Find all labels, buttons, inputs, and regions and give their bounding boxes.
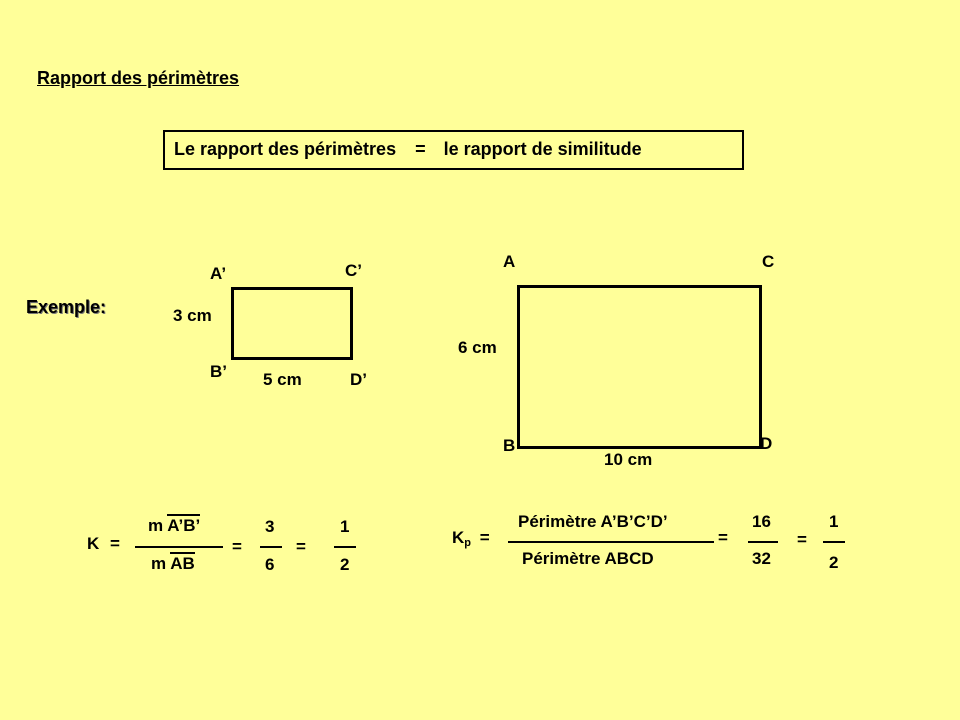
k-step1-denominator: 6 (265, 555, 275, 574)
big-rectangle (517, 285, 762, 449)
k-denominator-segment: AB (170, 554, 195, 573)
small-vertex-bottom-left: B’ (210, 362, 227, 381)
k-fraction-bar (135, 546, 223, 548)
k-step2-denominator: 2 (340, 555, 350, 574)
big-vertex-bottom-right: D (760, 434, 773, 453)
kp-numerator: Périmètre A’B’C’D’ (518, 512, 668, 531)
k-symbol (87, 534, 120, 554)
kp-step1-denominator: 32 (752, 549, 771, 568)
kp-subscript: p (464, 537, 472, 549)
rule-right-text: le rapport de similitude (443, 139, 642, 159)
kp-step2-bar (823, 541, 845, 543)
kp-denominator: Périmètre ABCD (522, 549, 654, 568)
big-width-label: 10 cm (604, 450, 653, 469)
small-vertex-bottom-right: D’ (350, 370, 367, 389)
k-letter: K (87, 534, 100, 553)
kp-step2-denominator: 2 (829, 553, 839, 572)
small-height-label: 3 cm (173, 306, 212, 325)
k-numerator-segment: A’B’ (167, 516, 201, 535)
kp-equals-2: = (718, 528, 728, 547)
k-step1-numerator: 3 (265, 517, 275, 536)
rule-equals: = (415, 139, 426, 159)
rule-box (163, 130, 744, 170)
k-denominator-prefix: m (151, 554, 167, 573)
k-step2-bar (334, 546, 356, 548)
kp-step2-numerator: 1 (829, 512, 839, 531)
small-width-label: 5 cm (263, 370, 302, 389)
kp-step1-bar (748, 541, 778, 543)
kp-fraction-bar (508, 541, 714, 543)
k-step2-numerator: 1 (340, 517, 350, 536)
kp-equals-3: = (797, 530, 807, 549)
k-numerator-prefix: m (148, 516, 164, 535)
kp-letter: K (452, 528, 465, 547)
big-vertex-bottom-left: B (503, 436, 516, 455)
big-vertex-top-left: A (503, 252, 516, 271)
small-rectangle (231, 287, 353, 360)
k-step1-bar (260, 546, 282, 548)
kp-symbol (452, 528, 490, 549)
big-vertex-top-right: C (762, 252, 775, 271)
kp-step1-numerator: 16 (752, 512, 771, 531)
page-title: Rapport des périmètres (37, 68, 240, 88)
k-equals-3: = (296, 537, 306, 556)
k-equals-2: = (232, 537, 242, 556)
small-vertex-top-right: C’ (345, 261, 362, 280)
k-numerator (148, 516, 200, 536)
kp-equals: = (479, 528, 490, 547)
big-height-label: 6 cm (458, 338, 497, 357)
k-denominator (151, 554, 195, 574)
example-label: Exemple: (26, 297, 107, 317)
k-equals: = (110, 534, 120, 553)
rule-left-text: Le rapport des périmètres (174, 139, 397, 159)
small-vertex-top-left: A’ (210, 264, 227, 283)
